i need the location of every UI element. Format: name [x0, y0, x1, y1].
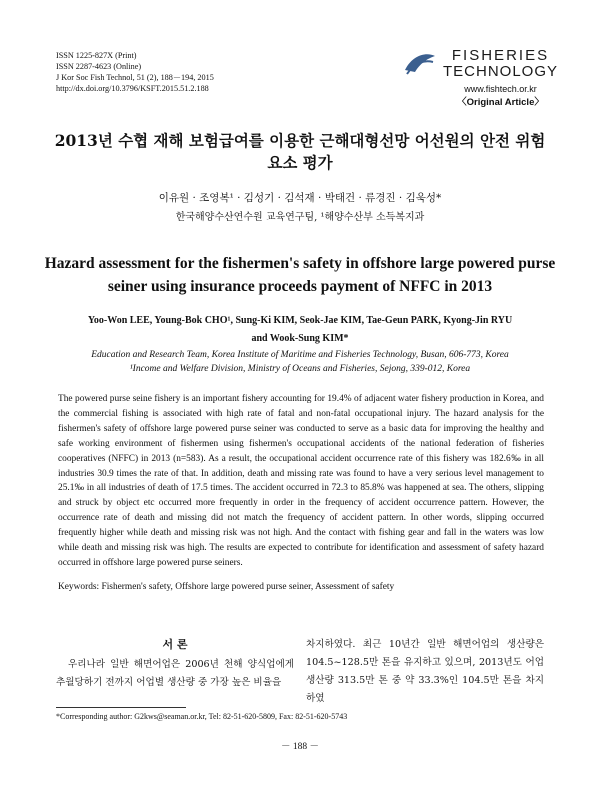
english-authors: [60, 312, 540, 348]
journal-url[interactable]: www.fishtech.or.kr: [464, 84, 537, 94]
journal-logo: [443, 48, 558, 108]
korean-affiliation: 한국해양수산연수원 교육연구팀, ¹해양수산부 소득복지과: [175, 212, 425, 223]
fish-logo-icon: [403, 50, 437, 76]
citation: J Kor Soc Fish Technol, 51 (2), 188－194, 2015: [56, 73, 214, 82]
issn-print: ISSN 1225-827X (Print): [56, 51, 137, 60]
english-affiliation-line1: Education and Research Team, Korea Institute of Maritime and Fisheries Technology, Busan, 606-773, Korea: [91, 350, 509, 360]
journal-info: [56, 50, 214, 94]
english-authors-line2: and Wook-Sung KIM*: [251, 333, 349, 344]
abstract: The powered purse seine fishery is an important fishery accounting for 19.4% of adjacent water fishery production in Korea, and the commercial fishing is associated with high rate of fatal and non-fatal occupational injury. The hazard analysis for the fishermen's safety of offshore large powered purse seiner was conducted to serve as a basic data for improving the healthy and safe working environment of fishermen using fishermen's occupational accidents of the national federation of fisheries cooperatives (NFFC) in 2013 (n=583). As a result, the occupational accident occurrence rate of this fishery was 182.6‰ in all industries 30.9 times the rate of that. In addition, death and missing rate was found to have a very serious level management to 25.1‰ in all industries of death of 17.5 times. The accident occurred in 72.3 to 85.8% was happened at sea. The others, slipping and struck by object etc occurred more frequently in order in the frequency of accident occurrence pattern. However, the occurrence rate of death and missing did not match the frequency of accident pattern. In other words, slipping occurred frequently higher while death and missing risk was not high. And the contact with fishing gear and fall in the waters was low while death and missing risk was high. The results are expected to contribute for identification and assessment of safety hazard occurred in offshore large powered purse seiners.: [58, 394, 544, 568]
korean-title-line2: 요소 평가: [267, 153, 333, 172]
korean-title-line1: 2013년 수협 재해 보험급여를 이용한 근해대형선망 어선원의 안전 위험: [54, 131, 546, 150]
doi-link[interactable]: http://dx.doi.org/10.3796/KSFT.2015.51.2.188: [56, 84, 209, 93]
english-title-line1: Hazard assessment for the fishermen's safety in offshore large powered purse: [44, 255, 556, 272]
keywords: Keywords: Fishermen's safety, Offshore large powered purse seiner, Assessment of safety: [58, 582, 395, 592]
section-heading-introduction: 서 론: [162, 638, 188, 651]
logo-word-technology: TECHNOLOGY: [442, 63, 558, 80]
english-title: [40, 252, 560, 298]
article-type: 〈Original Article〉: [457, 97, 544, 108]
page-number: － 188 －: [280, 742, 319, 752]
english-title-line2: seiner using insurance proceeds payment of NFFC in 2013: [107, 278, 493, 295]
english-affiliation-line2: ¹Income and Welfare Division, Ministry of Oceans and Fisheries, Sejong, 339-012, Korea: [129, 364, 471, 374]
korean-title: [40, 130, 560, 174]
logo-word-fisheries: FISHERIES: [451, 47, 550, 64]
english-authors-line1: Yoo-Won LEE, Young-Bok CHO¹, Sung-Ki KIM, Seok-Jae KIM, Tae-Geun PARK, Kyong-Jin RYU: [87, 315, 513, 326]
body-column-right: 차지하였다. 최근 10년간 일반 해면어업의 생산량은 104.5~128.5만 톤을 유지하고 있으며, 2013년도 어업생산량 313.5만 톤 중 약 33.3%인 104.5만 톤을 차지하였: [306, 639, 544, 704]
footnote-divider: [56, 707, 186, 708]
corresponding-author-footnote: *Corresponding author: G2kws@seaman.or.kr, Tel: 82-51-620-5809, Fax: 82-51-620-5743: [56, 712, 348, 721]
english-affiliation: [60, 348, 540, 376]
korean-authors: 이유원 · 조영복¹ · 김성기 · 김석재 · 박태건 · 류경진 · 김욱성*: [158, 192, 442, 204]
issn-online: ISSN 2287-4623 (Online): [56, 62, 142, 71]
body-column-left: 우리나라 일반 해면어업은 2006년 천해 양식업에게 추월당하기 전까지 어업별 생산량 중 가장 높은 비율을: [56, 659, 294, 688]
